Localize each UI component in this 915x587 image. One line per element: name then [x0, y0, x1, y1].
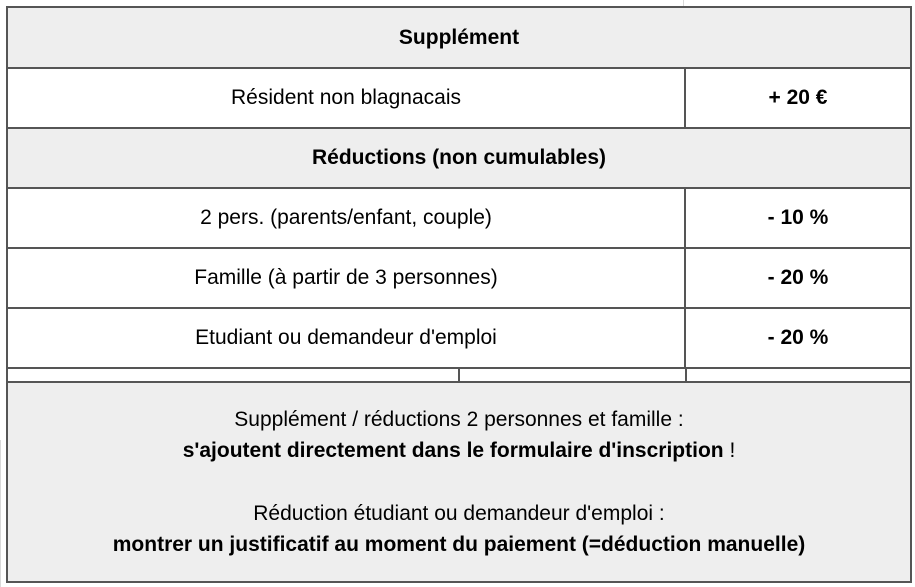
table-row	[8, 69, 910, 129]
row-label: 2 pers. (parents/enfant, couple)	[8, 189, 686, 247]
note-line: Supplément / réductions 2 personnes et famille :	[234, 408, 684, 431]
supplement-header-row	[8, 8, 910, 69]
table-row	[8, 309, 910, 369]
reductions-header-row	[8, 129, 910, 189]
note-emphasis: montrer un justificatif au moment du paiement (=déduction manuelle)	[112, 533, 806, 556]
row-value: - 10 %	[767, 206, 829, 229]
info-note	[8, 383, 910, 581]
supplement-header: Supplément	[398, 25, 520, 49]
tarif-table	[6, 6, 912, 583]
row-value: - 20 %	[767, 326, 829, 349]
note-line: Réduction étudiant ou demandeur d'emploi :	[253, 502, 665, 525]
note-line	[183, 435, 736, 466]
row-label: Famille (à partir de 3 personnes)	[8, 249, 686, 307]
row-value: - 20 %	[767, 266, 829, 289]
spacer-divider	[685, 369, 687, 381]
row-label: Etudiant ou demandeur d'emploi	[8, 309, 686, 367]
table-row	[8, 189, 910, 249]
row-value: + 20 €	[768, 86, 828, 109]
note-suffix: !	[723, 439, 736, 462]
row-label: Résident non blagnacais	[8, 69, 686, 127]
spacer-row	[8, 369, 910, 383]
note-emphasis: s'ajoutent directement dans le formulaire d'inscription	[182, 439, 724, 462]
spacer-divider	[458, 369, 460, 381]
table-row	[8, 249, 910, 309]
grid-line	[0, 440, 1, 587]
reductions-header: Réductions (non cumulables)	[311, 146, 607, 169]
